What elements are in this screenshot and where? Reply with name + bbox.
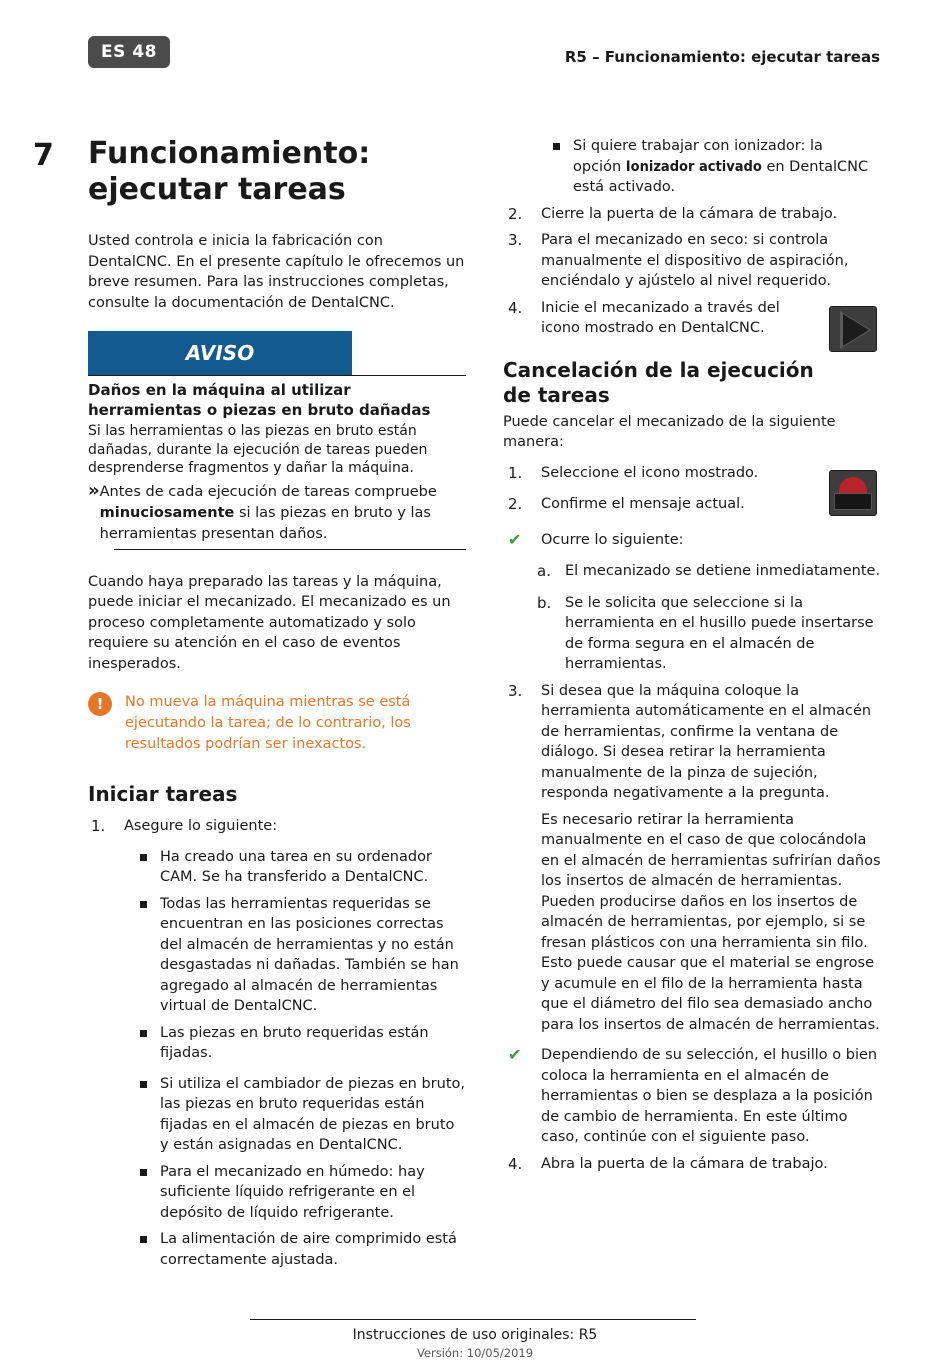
step-text: Si desea que la máquina coloque la herramienta automáticamente en el almacén de herramientas, confirme la ventana de diálogo. Si desea retirar la herramienta manualmente de la pinza de sujeción, responda negativamente a la pregunta. [541,682,872,801]
list-item-text: Si utiliza el cambiador de piezas en bruto, las piezas en bruto requeridas están fijadas en el almacén de piezas en bruto y están asignadas en DentalCNC. [160,1075,466,1153]
notice-step-text-before: Antes de cada ejecución de tareas compruebe [99,483,437,500]
left-column [33,136,466,1270]
cancel-heading-line1: Cancelación de la ejecución [503,357,814,382]
notice-step-text [100,482,466,545]
step-text: Cierre la puerta de la cámara de trabajo. [541,205,838,222]
notice-top-rule [88,375,466,376]
notice-bottom-rule [114,549,466,550]
step-text: Asegure lo siguiente: [124,818,278,834]
cancel-step-2 [503,494,883,515]
requirements-list [140,847,466,1271]
notice-heading-line1: Daños en la máquina al utilizar [88,381,351,399]
start-tasks-heading: Iniciar tareas [88,782,238,806]
ionizer-text-after: en DentalCNC está activado. [573,158,869,195]
footer-title-text: Instrucciones de uso originales [352,1327,570,1343]
step-number: 3. [508,231,523,249]
cancel-step-3 [503,681,883,1036]
list-item-text: Las piezas en bruto requeridas están fijadas. [160,1024,429,1061]
cancel-sub-b [503,593,883,675]
cancel-intro: Puede cancelar el mecanizado de la siguiente manera: [503,413,836,450]
step-number: 2. [508,495,523,513]
sub-step-text: El mecanizado se detiene inmediatamente. [565,563,881,579]
list-item [140,1162,466,1224]
warning-note [88,692,466,755]
cancel-heading [503,358,883,408]
result-text: Ocurre lo siguiente: [541,531,684,548]
step-number: 1. [91,817,106,835]
sub-step-text: Se le solicita que seleccione si la herramienta en el husillo puede insertarse de forma segura en el almacén de herramientas. [565,594,874,672]
start-step-4 [503,298,803,339]
checkmark-icon: ✔ [508,1045,522,1064]
notice-step [88,479,466,545]
notice-box [88,331,466,550]
list-item [140,847,466,888]
list-item-text: Ha creado una tarea en su ordenador CAM. Se ha transferido a DentalCNC. [160,848,432,885]
list-item [140,1229,466,1270]
intro-paragraph: Usted controla e inicia la fabricación con DentalCNC. En el presente capítulo le ofrecemos un breve resumen. Para las instrucciones completas, consulte la documentación de DentalCNC. [88,233,465,311]
chapter-heading [33,136,466,208]
start-step-2 [503,204,883,225]
notice-heading [88,380,466,420]
right-column [503,136,883,1174]
step-number: 1. [508,463,523,482]
stop-button-icon [829,470,877,516]
chapter-title-line1: Funcionamiento: [88,136,371,171]
step-note: Es necesario retirar la herramienta manualmente en el caso de que colocándola en el almacén de herramientas sufrirían daños los insertos de almacén de herramientas. Pueden producirse daños en los insertos de almacén de herramientas, por ejemplo, si se fresan plásticos con una herramienta sin filo. Esto puede causar que el material se engrose y acumule en el filo de la herramienta hasta que el diámetro del filo sea demasiado ancho para los insertos de almacén de herramientas. [541,811,881,1033]
notice-label: AVISO [88,331,352,375]
notice-text: Si las herramientas o las piezas en bruto están dañadas, durante la ejecución de tareas pueden desprenderse fragmentos y dañar la máquina. [88,423,428,476]
sub-step-letter: b. [537,593,552,612]
step-number: 3. [508,681,523,700]
ionizer-option-name: Ionizador activado [625,158,762,175]
step-3-content [541,681,883,1036]
exclamation-icon: ! [88,692,112,716]
list-item [140,894,466,1017]
preparation-paragraph: Cuando haya preparado las tareas y la máquina, puede iniciar el mecanizado. El mecanizado es un proceso completamente automatizado y solo requiere su atención en el caso de eventos inesperados. [88,573,451,672]
chapter-number: 7 [33,138,54,173]
ionizer-text-before: Si quiere trabajar con ionizador: la opción [573,138,823,175]
step-text: Abra la puerta de la cámara de trabajo. [541,1155,828,1172]
notice-step-marker: » [88,479,100,501]
notice-step-text-after: si las piezas en bruto y las herramientas presentan daños. [99,504,431,542]
sub-step-letter: a. [537,562,551,580]
cancel-sub-a [503,561,883,582]
cancel-result-1 [503,530,883,551]
chapter-title-line2: ejecutar tareas [88,172,346,207]
notice-step-emphasis: minuciosamente [99,504,235,521]
cancel-step-4 [503,1154,883,1175]
list-item-text: La alimentación de aire comprimido está correctamente ajustada. [160,1231,457,1268]
start-step-3 [503,230,883,292]
step-number: 4. [508,298,523,317]
list-item-text: Para el mecanizado en húmedo: hay suficiente líquido refrigerante en el depósito de líquido refrigerante. [160,1163,425,1221]
running-header-title: R5 – Funcionamiento: ejecutar tareas [564,48,880,66]
checkmark-icon: ✔ [508,529,522,549]
footer-rule [250,1319,696,1320]
page-number-badge: ES 48 [88,36,170,68]
notice-heading-line2: herramientas o piezas en bruto dañadas [88,401,431,419]
footer-document-title [0,1327,950,1343]
list-item-text: Todas las herramientas requeridas se encuentran en las posiciones correctas del almacén de herramientas y no están desgastadas ni dañadas. También se han agregado al almacén de herramientas virtual de DentalCNC. [160,895,459,1014]
warning-text: No mueva la máquina mientras se está ejecutando la tarea; de lo contrario, los resultados podrían ser inexactos. [125,694,411,752]
step-number: 4. [508,1154,523,1173]
cancel-step-1 [503,463,883,484]
step-text: Confirme el mensaje actual. [541,496,745,512]
list-item [140,1023,466,1064]
cancel-result-2 [503,1045,883,1148]
step-text: Seleccione el icono mostrado. [541,464,759,481]
step-number: 2. [508,204,523,223]
step-text: Inicie el mecanizado a través del icono mostrado en DentalCNC. [541,299,780,336]
footer-title-separator: : [569,1327,579,1343]
step-text: Para el mecanizado en seco: si controla manualmente el dispositivo de aspiración, enciéndalo y ajústelo al nivel requerido. [541,232,849,289]
list-item-text [573,136,871,198]
start-step-1 [88,816,466,837]
list-item [140,1074,466,1156]
list-item-ionizer [553,136,871,198]
footer-model: R5 [578,1327,598,1343]
result-text: Dependiendo de su selección, el husillo o bien coloca la herramienta en el almacén de herramientas o bien se desplaza a la posición de cambio de herramienta. En este último caso, continúe con el siguiente paso. [541,1047,878,1145]
footer-version: Versión: 10/05/2019 [416,1346,534,1360]
play-start-icon [829,306,877,352]
cancel-heading-line2: de tareas [503,382,610,407]
